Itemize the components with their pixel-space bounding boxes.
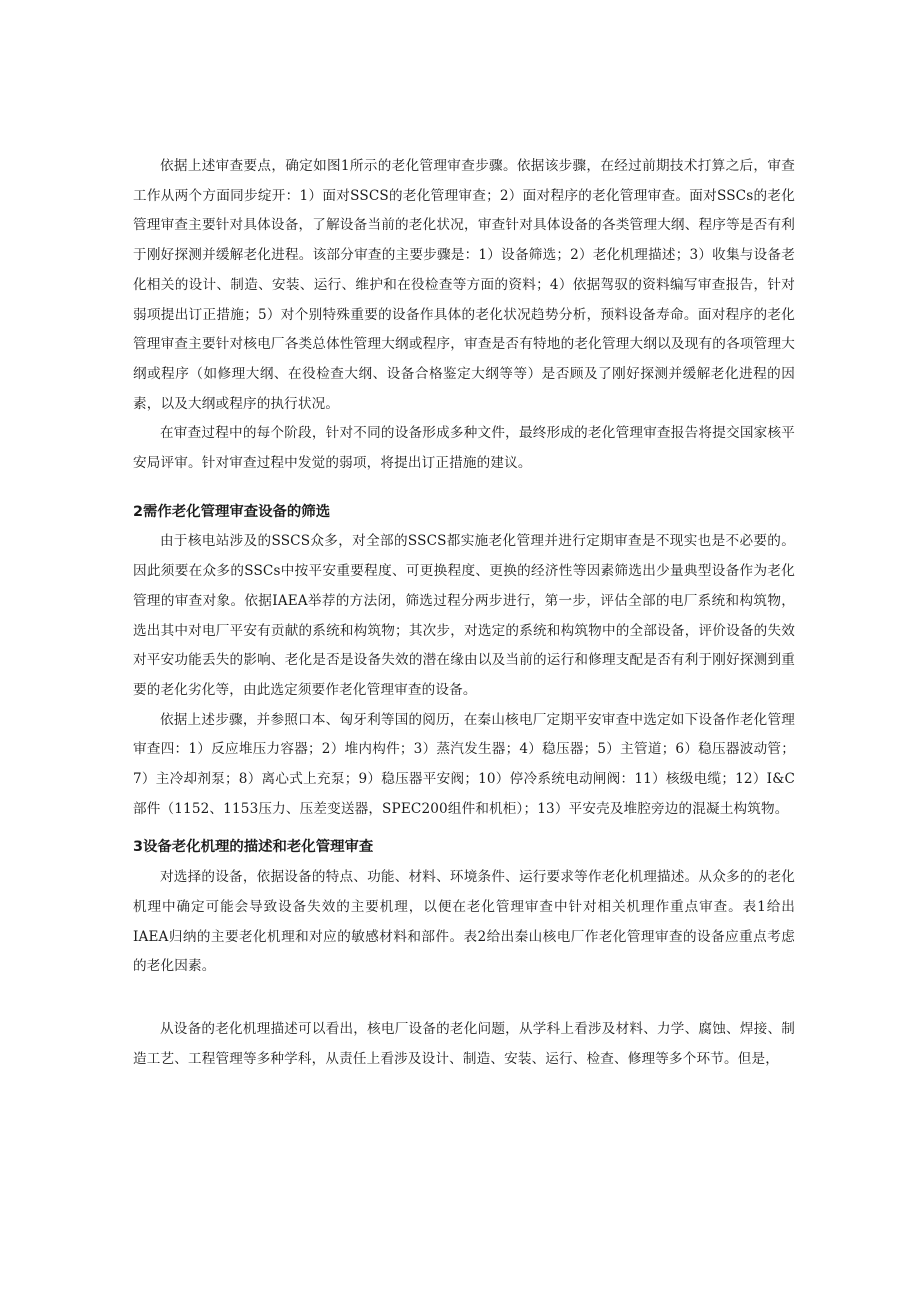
paragraph: 在审查过程中的每个阶段，针对不同的设备形成多种文件，最终形成的老化管理审查报告将提交国家核平安局评审。针对审查过程中发觉的弱项，将提出订正措施的建议。 <box>133 425 795 472</box>
spacer <box>133 982 795 1015</box>
section-heading: 2需作老化管理审查设备的筛选 <box>133 503 331 520</box>
paragraph: 对选择的设备，依据设备的特点、功能、材料、环境条件、运行要求等作老化机理描述。从众多的的老化机理中确定可能会导致设备失效的主要机理，以便在老化管理审查中针对相关机理作重点审查。表1给出IAEA归纳的主要老化机理和对应的敏感材料和部件。表2给出秦山核电厂作老化管理审查的设备应重点考虑的老化因素。 <box>133 869 795 975</box>
spacer <box>133 479 795 498</box>
paragraph: 由于核电站涉及的SSCS众多，对全部的SSCS都实施老化管理并进行定期审查是不现实也是不必要的。因此须要在众多的SSCs中按平安重要程度、可更换程度、更换的经济性等因素筛选出少量典型设备作为老化管理的审查对象。依据IAEA举荐的方法闭，筛选过程分两步进行，第一步，评估全部的电厂系统和构筑物，选出其中对电厂平安有贡献的系统和构筑物；其次步，对选定的系统和构筑物中的全部设备，评价设备的失效对平安功能丢失的影响、老化是否是设备失效的潜在缘由以及当前的运行和修理支配是否有利于刚好探测到重要的老化劣化等，由此选定须要作老化管理审查的设备。 <box>133 533 795 698</box>
paragraph: 依据上述审查要点，确定如图1所示的老化管理审查步骤。依据该步骤，在经过前期技术打算之后，审查工作从两个方面同步绽开：1）面对SSCS的老化管理审查；2）面对程序的老化管理审查。面对SSCs的老化管理审查主要针对具体设备，了解设备当前的老化状况，审查针对具体设备的各类管理大纲、程序等是否有利于刚好探测并缓解老化进程。该部分审查的主要步骤是：1）设备筛选；2）老化机理描述；3）收集与设备老化相关的设计、制造、安装、运行、维护和在役检查等方面的资料；4）依据驾驭的资料编写审查报告，针对弱项提出订正措施；5）对个别特殊重要的设备作具体的老化状况趋势分析，预料设备寿命。面对程序的老化管理审查主要针对核电厂各类总体性管理大纲或程序，审查是否有特地的老化管理大纲以及现有的各项管理大纲或程序（如修理大纲、在役检查大纲、设备合格鉴定大纲等等）是否顾及了刚好探测并缓解老化进程的因素，以及大纲或程序的执行状况。 <box>133 158 795 412</box>
paragraph: 从设备的老化机理描述可以看出，核电厂设备的老化问题，从学科上看涉及材料、力学、腐蚀、焊接、制造工艺、工程管理等多种学科，从责任上看涉及设计、制造、安装、运行、检查、修理等多个环节。但是， <box>133 1020 795 1067</box>
paragraph: 依据上述步骤，并参照口本、匈牙利等国的阅历，在秦山核电厂定期平安审查中选定如下设备作老化管理审查四：1）反应堆压力容器；2）堆内构件；3）蒸汽发生器；4）稳压器；5）主管道；6）稳压器波动管；7）主冷却剂泵；8）离心式上充泵；9）稳压器平安阀；10）停冷系统电动闸阀：11）核级电缆；12）I&C部件（1152、1153压力、压差变送器，SPEC200组件和机柜）；13）平安壳及堆腔旁边的混凝土构筑物。 <box>133 711 795 817</box>
section-heading: 3设备老化机理的描述和老化管理审查 <box>133 839 374 856</box>
spacer <box>133 824 795 833</box>
document-page <box>133 152 795 1074</box>
